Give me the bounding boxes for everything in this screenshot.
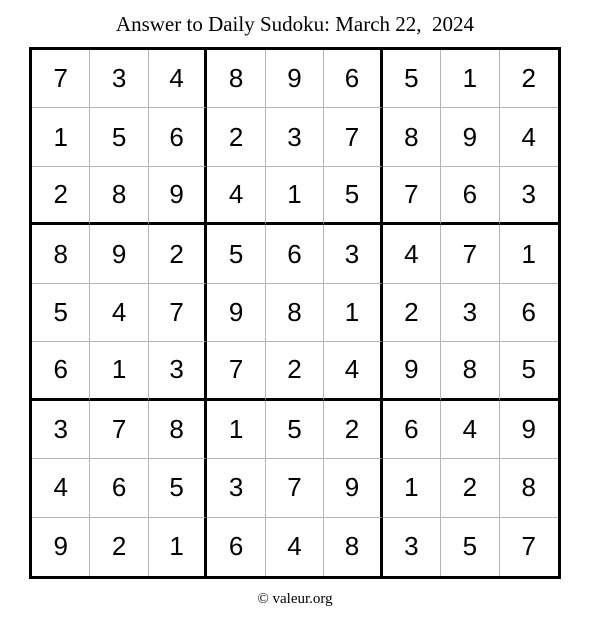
sudoku-cell: 3	[32, 401, 90, 459]
sudoku-cell: 4	[90, 284, 148, 342]
sudoku-cell: 6	[500, 284, 558, 342]
sudoku-cell: 2	[266, 342, 324, 400]
sudoku-cell: 3	[207, 459, 265, 517]
sudoku-cell: 1	[324, 284, 382, 342]
sudoku-cell: 5	[207, 225, 265, 283]
sudoku-cell: 7	[441, 225, 499, 283]
sudoku-cell: 6	[324, 50, 382, 108]
sudoku-cell: 5	[500, 342, 558, 400]
sudoku-cell: 4	[266, 518, 324, 576]
sudoku-cell: 1	[266, 167, 324, 225]
sudoku-cell: 5	[32, 284, 90, 342]
sudoku-cell: 3	[266, 108, 324, 166]
puzzle-title: Answer to Daily Sudoku: March 22, 2024	[115, 12, 475, 36]
sudoku-cell: 1	[90, 342, 148, 400]
sudoku-cell: 7	[32, 50, 90, 108]
copyright-footer: © valeur.org	[257, 591, 333, 607]
sudoku-cell: 6	[383, 401, 441, 459]
sudoku-cell: 9	[500, 401, 558, 459]
sudoku-cell: 4	[32, 459, 90, 517]
sudoku-cell: 7	[207, 342, 265, 400]
sudoku-cell: 6	[441, 167, 499, 225]
sudoku-cell: 6	[32, 342, 90, 400]
sudoku-cell: 8	[207, 50, 265, 108]
sudoku-cell: 2	[441, 459, 499, 517]
sudoku-cell: 1	[207, 401, 265, 459]
sudoku-cell: 2	[324, 401, 382, 459]
sudoku-cell: 5	[149, 459, 207, 517]
sudoku-cell: 5	[383, 50, 441, 108]
sudoku-cell: 5	[266, 401, 324, 459]
sudoku-cell: 6	[266, 225, 324, 283]
sudoku-cell: 4	[324, 342, 382, 400]
sudoku-cell: 9	[90, 225, 148, 283]
sudoku-cell: 6	[149, 108, 207, 166]
sudoku-cell: 8	[90, 167, 148, 225]
sudoku-cell: 8	[441, 342, 499, 400]
sudoku-cell: 1	[383, 459, 441, 517]
sudoku-cell: 2	[90, 518, 148, 576]
sudoku-cell: 4	[441, 401, 499, 459]
sudoku-cell: 5	[324, 167, 382, 225]
sudoku-cell: 7	[266, 459, 324, 517]
sudoku-cell: 8	[500, 459, 558, 517]
sudoku-cell: 9	[324, 459, 382, 517]
sudoku-cell: 7	[324, 108, 382, 166]
sudoku-cell: 1	[149, 518, 207, 576]
sudoku-cell: 2	[383, 284, 441, 342]
sudoku-cell: 1	[32, 108, 90, 166]
sudoku-cell: 8	[149, 401, 207, 459]
sudoku-cell: 9	[441, 108, 499, 166]
sudoku-cell: 7	[521, 531, 536, 562]
sudoku-cell: 9	[149, 167, 207, 225]
sudoku-cell: 3	[441, 284, 499, 342]
sudoku-cell: 3	[324, 225, 382, 283]
sudoku-cell: 2	[500, 50, 558, 108]
sudoku-cell: 2	[149, 225, 207, 283]
sudoku-cell: 9	[266, 50, 324, 108]
sudoku-cell: 4	[207, 167, 265, 225]
sudoku-cell: 9	[32, 518, 90, 576]
sudoku-cell: 6	[90, 459, 148, 517]
sudoku-cell: 8	[324, 518, 382, 576]
sudoku-cell: 9	[383, 342, 441, 400]
sudoku-cell: 7	[149, 284, 207, 342]
sudoku-cell: 4	[500, 108, 558, 166]
sudoku-cell: 2	[32, 167, 90, 225]
sudoku-cell: 9	[207, 284, 265, 342]
sudoku-cell: 1	[441, 50, 499, 108]
sudoku-cell: 3	[149, 342, 207, 400]
sudoku-cell: 7	[90, 401, 148, 459]
sudoku-cell: 8	[32, 225, 90, 283]
sudoku-cell: 8	[383, 108, 441, 166]
sudoku-cell: 3	[90, 50, 148, 108]
sudoku-cell: 6	[207, 518, 265, 576]
sudoku-cell: 5	[90, 108, 148, 166]
sudoku-cell: 5	[441, 518, 499, 576]
sudoku-cell: 7	[383, 167, 441, 225]
sudoku-cell: 8	[266, 284, 324, 342]
sudoku-cell: 1	[500, 225, 558, 283]
sudoku-cell: 3	[500, 167, 558, 225]
sudoku-cell: 3	[383, 518, 441, 576]
sudoku-cell: 2	[207, 108, 265, 166]
sudoku-grid	[29, 47, 561, 579]
sudoku-cell: 4	[149, 50, 207, 108]
sudoku-cell: 4	[383, 225, 441, 283]
